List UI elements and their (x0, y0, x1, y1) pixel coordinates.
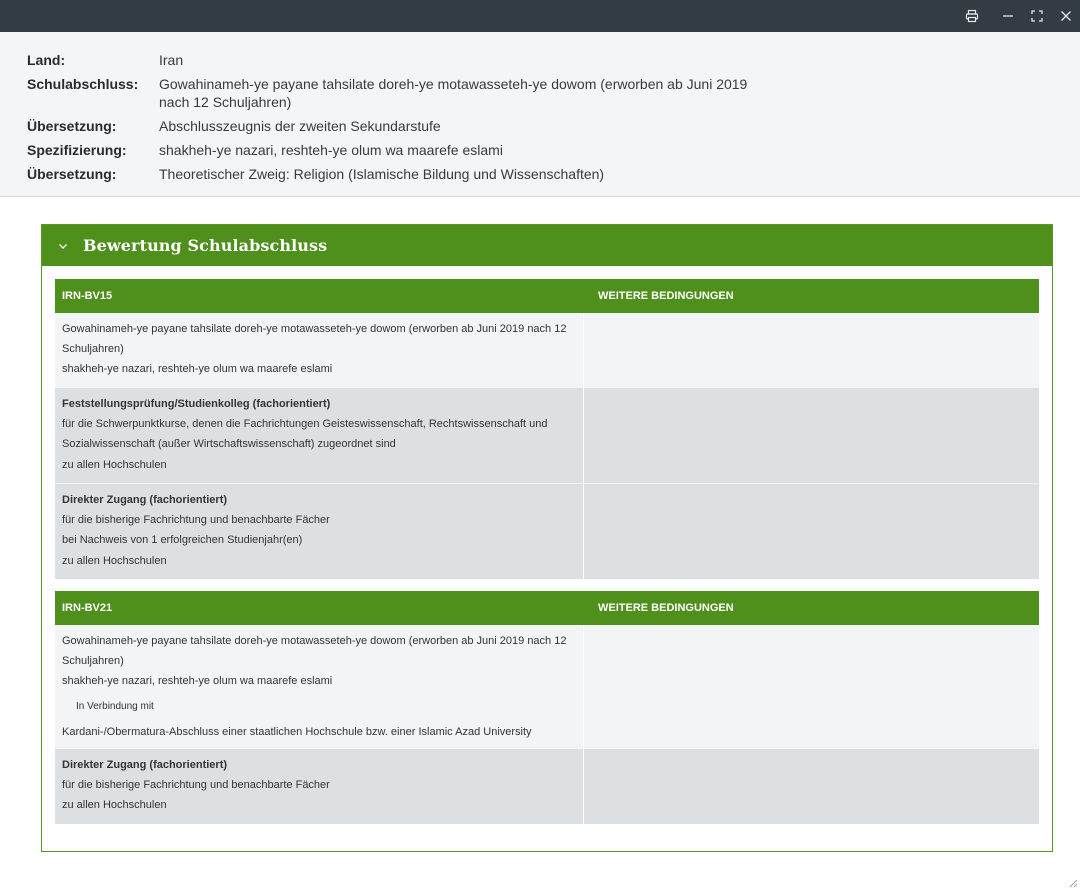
conditions-cell (584, 749, 1039, 824)
conditions-cell (584, 484, 1039, 579)
translation-label: Übersetzung: (27, 118, 117, 134)
table-cell (55, 313, 584, 388)
specification-label: Spezifizierung: (27, 142, 127, 158)
access-title: Direkter Zugang (fachorientiert) (62, 494, 228, 506)
close-icon (1060, 10, 1072, 22)
info-row-translation (27, 117, 1080, 135)
info-row-degree (27, 75, 1080, 111)
info-header (0, 32, 1080, 197)
conditions-cell (584, 388, 1039, 483)
conditions-cell (584, 625, 1039, 749)
table-cell (55, 388, 584, 483)
print-button[interactable] (957, 0, 986, 32)
specification-translation-label: Übersetzung: (27, 166, 117, 182)
degree-text: Gowahinameh-ye payane tahsilate doreh-ye motawasseteh-ye dowom (erworben ab Juni 2019 nach 12 Schuljahren) (62, 323, 567, 356)
table-code: IRN-BV15 (62, 290, 113, 302)
specification-text: shakheh-ye nazari, reshteh-ye olum wa maarefe eslami (62, 675, 333, 688)
evaluation-panel (41, 224, 1053, 852)
panel-title: Bewertung Schulabschluss (83, 236, 328, 255)
conditions-header: WEITERE BEDINGUNGEN (598, 602, 734, 614)
access-detail: für die bisherige Fachrichtung und benachbarte Fächer (62, 779, 330, 792)
access-title: Feststellungsprüfung/Studienkolleg (fachorientiert) (62, 398, 331, 410)
access-detail: für die Schwerpunktkurse, denen die Fachrichtungen Geisteswissenschaft, Rechtswissenschaft und Sozialwissenschaft (außer Wirtschaftswissenschaft) zugeordnet sind (62, 418, 548, 451)
conditions-cell (584, 313, 1039, 388)
specification-value: shakheh-ye nazari, reshteh-ye olum wa maarefe eslami (159, 142, 503, 158)
minimize-button[interactable] (993, 0, 1022, 32)
evaluation-table-1 (55, 279, 1039, 579)
access-title: Direkter Zugang (fachorientiert) (62, 759, 228, 771)
resize-handle-icon[interactable] (1069, 879, 1078, 888)
info-row-country (27, 51, 1080, 69)
minimize-icon (1002, 10, 1014, 22)
close-button[interactable] (1051, 0, 1080, 32)
specification-text: shakheh-ye nazari, reshteh-ye olum wa maarefe eslami (62, 363, 333, 376)
table-row (55, 313, 1039, 388)
degree-value: Gowahinameh-ye payane tahsilate doreh-ye motawasseteh-ye dowom (erworben ab Juni 2019 nach 12 Schuljahren) (159, 76, 748, 110)
maximize-button[interactable] (1022, 0, 1051, 32)
access-scope: zu allen Hochschulen (62, 458, 167, 471)
info-row-specification-translation (27, 165, 1080, 183)
chevron-down-icon (57, 240, 69, 252)
table-cell (55, 749, 584, 824)
country-value: Iran (159, 52, 184, 68)
table-code: IRN-BV21 (62, 602, 113, 614)
table-header (55, 279, 1039, 313)
table-row (55, 625, 1039, 749)
table-row (55, 388, 1039, 483)
evaluation-panel-header[interactable] (42, 225, 1052, 266)
table-header (55, 591, 1039, 625)
country-label: Land: (27, 52, 66, 68)
table-row (55, 483, 1039, 579)
connector-text: In Verbindung mit (76, 700, 154, 712)
degree-text: Gowahinameh-ye payane tahsilate doreh-ye motawasseteh-ye dowom (erworben ab Juni 2019 nach 12 Schuljahren) (62, 635, 567, 668)
printer-icon (965, 9, 979, 23)
access-scope: zu allen Hochschulen (62, 554, 167, 567)
window-titlebar (0, 0, 1080, 32)
additional-degree-text: Kardani-/Obermatura-Abschluss einer staatlichen Hochschule bzw. einer Islamic Azad University (62, 725, 532, 738)
specification-translation-value: Theoretischer Zweig: Religion (Islamische Bildung und Wissenschaften) (159, 166, 605, 182)
info-row-specification (27, 141, 1080, 159)
access-detail: für die bisherige Fachrichtung und benachbarte Fächer (62, 514, 330, 527)
table-cell (55, 484, 584, 579)
access-scope: zu allen Hochschulen (62, 799, 167, 812)
degree-label: Schulabschluss: (27, 76, 139, 92)
translation-value: Abschlusszeugnis der zweiten Sekundarstufe (159, 118, 441, 134)
table-cell (55, 625, 584, 749)
maximize-icon (1031, 10, 1043, 22)
access-requirement: bei Nachweis von 1 erfolgreichen Studienjahr(en) (62, 534, 303, 547)
evaluation-table-2 (55, 591, 1039, 824)
conditions-header: WEITERE BEDINGUNGEN (598, 290, 734, 302)
table-row (55, 749, 1039, 824)
